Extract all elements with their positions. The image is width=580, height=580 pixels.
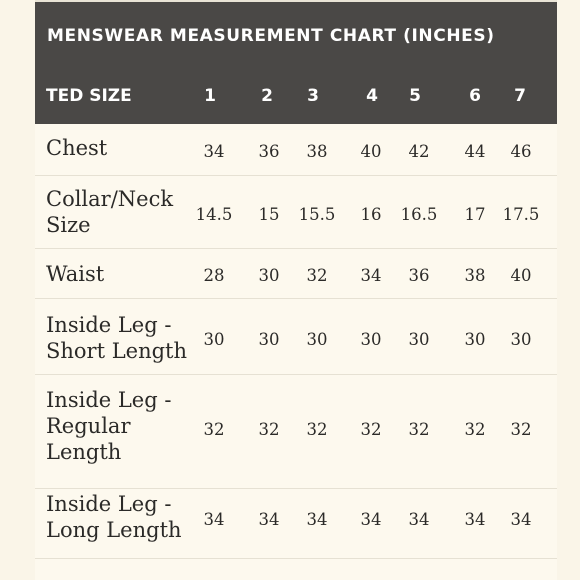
table-cell: 40 [360, 142, 382, 161]
size-header-6: 6 [469, 86, 481, 106]
table-row [35, 298, 557, 375]
table-cell: 46 [510, 142, 532, 161]
table-cell: 38 [306, 142, 328, 161]
table-cell: 30 [464, 330, 486, 349]
row-label [46, 491, 182, 543]
table-cell: 32 [306, 266, 328, 285]
measurement-chart [35, 0, 557, 580]
table-row [35, 175, 557, 249]
size-header-1: 1 [204, 86, 216, 106]
row-label-line: Inside Leg - [46, 313, 172, 337]
chart-title: MENSWEAR MEASUREMENT CHART (INCHES) [47, 26, 495, 46]
row-label-line: Long Length [46, 518, 182, 542]
size-header-5: 5 [409, 86, 421, 106]
table-cell: 34 [306, 510, 328, 529]
row-label-line: Regular [46, 414, 131, 438]
table-cell: 17 [464, 205, 486, 224]
row-label-line: Waist [46, 262, 105, 286]
table-cell: 36 [258, 142, 280, 161]
table-cell: 30 [258, 266, 280, 285]
row-label [46, 261, 104, 287]
size-header-label: TED SIZE [46, 86, 132, 106]
table-cell: 30 [258, 330, 280, 349]
table-cell: 30 [510, 330, 532, 349]
row-label-line: Length [46, 440, 122, 464]
table-cell: 34 [360, 266, 382, 285]
table-cell: 14.5 [195, 205, 233, 224]
table-cell: 38 [464, 266, 486, 285]
table-cell: 36 [408, 266, 430, 285]
table-cell: 15.5 [298, 205, 336, 224]
table-cell: 30 [306, 330, 328, 349]
row-label-line: Collar/Neck [46, 187, 174, 211]
row-label-line: Inside Leg - [46, 492, 172, 516]
row-label [46, 312, 187, 364]
table-cell: 34 [258, 510, 280, 529]
row-label [46, 186, 173, 238]
table-cell: 32 [464, 420, 486, 439]
table-cell: 42 [408, 142, 430, 161]
table-cell: 16 [360, 205, 382, 224]
table-cell: 34 [203, 142, 225, 161]
size-header-7: 7 [514, 86, 526, 106]
table-cell: 28 [203, 266, 225, 285]
table-cell: 32 [360, 420, 382, 439]
size-header-row [35, 68, 557, 124]
size-header-4: 4 [366, 86, 378, 106]
row-label [46, 135, 107, 161]
table-cell: 44 [464, 142, 486, 161]
table-cell: 34 [464, 510, 486, 529]
table-cell: 32 [306, 420, 328, 439]
table-cell: 34 [360, 510, 382, 529]
table-cell: 16.5 [400, 205, 438, 224]
table-cell: 40 [510, 266, 532, 285]
table-cell: 34 [408, 510, 430, 529]
table-cell: 32 [203, 420, 225, 439]
row-label-line: Chest [46, 136, 108, 160]
table-cell: 30 [360, 330, 382, 349]
table-cell: 15 [258, 205, 280, 224]
table-row [35, 374, 557, 489]
row-label-line: Short Length [46, 339, 188, 363]
table-cell: 30 [408, 330, 430, 349]
table-row [35, 124, 557, 176]
table-cell: 32 [258, 420, 280, 439]
table-cell: 17.5 [502, 205, 540, 224]
table-cell: 32 [408, 420, 430, 439]
row-label-line: Inside Leg - [46, 388, 172, 412]
size-header-3: 3 [307, 86, 319, 106]
table-cell: 32 [510, 420, 532, 439]
table-cell: 34 [203, 510, 225, 529]
table-row [35, 488, 557, 559]
row-label-line: Size [46, 213, 91, 237]
table-cell: 30 [203, 330, 225, 349]
table-row [35, 248, 557, 299]
table-cell: 34 [510, 510, 532, 529]
size-header-2: 2 [261, 86, 273, 106]
row-label [46, 387, 171, 465]
chart-title-bar [35, 0, 557, 68]
